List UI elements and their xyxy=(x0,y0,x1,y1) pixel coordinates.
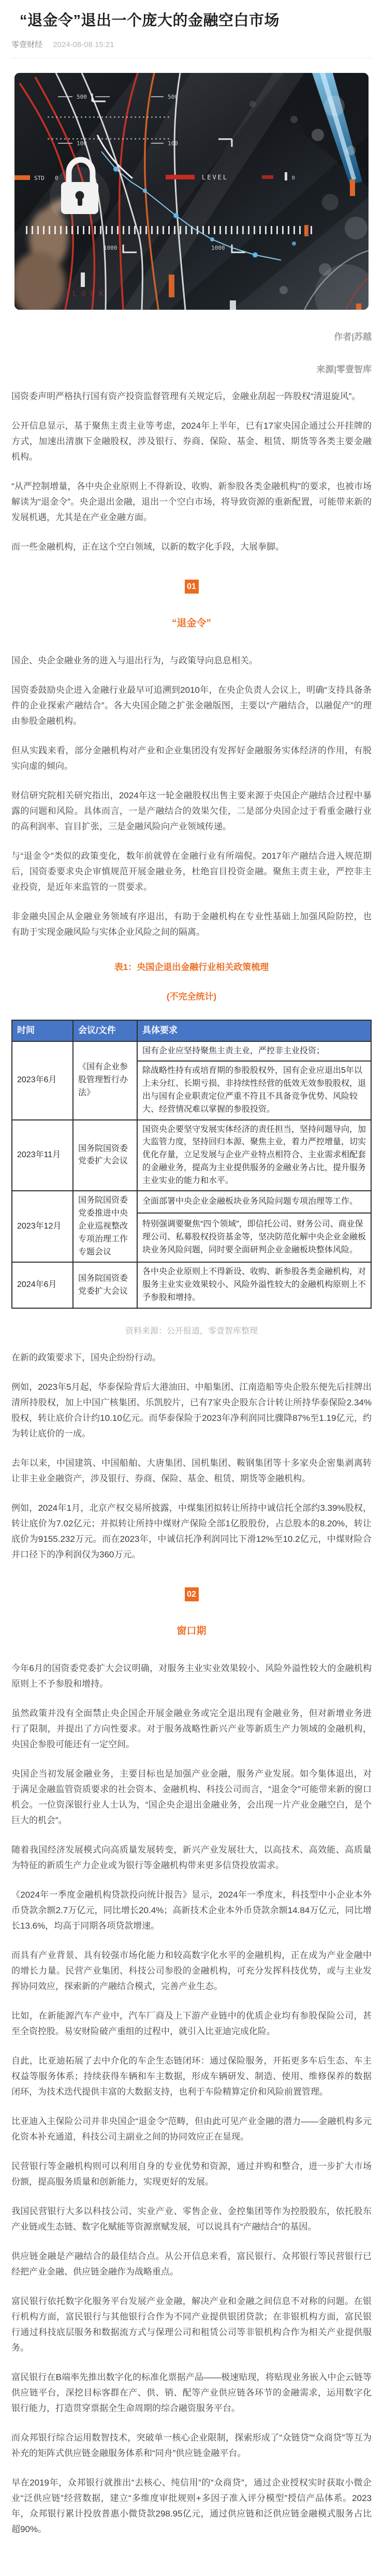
paragraph: 而具有产业背景、具有较强市场化能力和较高数字化水平的金融机构，正在成为产业金融中的增长力量。民营产业集团、科技公司参股的金融机构，可充分发挥科技优势，或与主业发挥协同效应，探索新的产融结合模式，完善产业生态。 xyxy=(11,1950,372,1991)
paragraph: 比亚迪入主保险公司并非央国企“退金令”范畴，但由此可见产业金融的潜力——金融机构多元化资本补充通道，科技公司主副业之间的协同效应正在显现。 xyxy=(11,2116,372,2142)
credits-block xyxy=(11,329,372,375)
table-row xyxy=(12,1041,371,1062)
origin-credit: 来源|零壹智库 xyxy=(316,365,372,375)
hero-image xyxy=(14,73,369,310)
paragraph: 国企、央企金融业务的进入与退出行为，与政策导向息息相关。 xyxy=(11,656,258,666)
table-row xyxy=(12,1191,371,1213)
paragraph: 去年以来，中国建筑、中国船舶、大唐集团、国机集团、鞍钢集团等十多家央企密集剥离转让非主业金融资产，涉及银行、券商、保险、基金、租赁、期货等金融机构。 xyxy=(11,1458,372,1483)
paragraph: 虽然政策并没有全面禁止央企国企开展金融业务或完全退出现有金融业务，但对新增业务进行了限制，并提出了方向性要求。对于服务战略性新兴产业等新质生产力领域的金融机构，央国企参股可能还有一定空间。 xyxy=(11,1708,372,1749)
b-label: B xyxy=(292,175,296,181)
tick-100-label: 100 xyxy=(77,140,87,147)
cell-doc: 《国有企业参股管理暂行办法》 xyxy=(73,1041,137,1120)
table-title: 表1：央国企退出金融行业相关政策梳理 xyxy=(114,962,269,973)
hero-illustration xyxy=(14,73,369,310)
byline-source-link[interactable]: 零壹财经 xyxy=(11,40,43,50)
paragraph: 富民银行在B端率先推出数字化的标准化票据产品——极速贴现，将贴现业务嵌入中企云链等供应链平台，深挖目标客群在产、供、销、配等产业供应链各环节的金融需求，运用数字化银行能力，打造贯穿票据全生命周期的综合融资服务平台。 xyxy=(11,2372,372,2413)
article-header xyxy=(11,10,372,58)
tick-0-label: 0 xyxy=(55,175,58,182)
tick-1000-label: 1000 xyxy=(104,245,117,252)
level-label: LEVEL xyxy=(202,174,229,181)
cell-req: 国有企业应坚持聚焦主责主业，严控非主业投资； xyxy=(137,1041,371,1062)
paragraph: 今年6月的国资委党委扩大会议明确，对服务主业实业效果较小、风险外溢性较大的金融机构原则上不予参股和增持。 xyxy=(11,1663,372,1689)
paragraph: 国资委声明严格执行国有资产投资监督管理有关规定后，金融业刮起一阵股权“清退旋风”。 xyxy=(11,391,361,402)
paragraph: 比如，在新能源汽车产业中，汽车厂商及上下游产业链中的优质企业均有参股保险公司，甚至全资控股。易安财险破产重组的过程中，就引入比亚迪完成化险。 xyxy=(11,2010,372,2036)
byline xyxy=(11,39,372,50)
paragraph: 央国企当初发展金融业务，主要目标也是加强产业金融，服务产业发展。如今集体退出，对于满足金融监管资质要求的社会资本、金融机构、科技公司而言，“退金令”可能带来新的窗口机会。一位资深银行业人士认为，“国企央企退出金融业务，会出现一片产业金融空白，是个巨大的机会”。 xyxy=(11,1768,372,1825)
paragraph: 而一些金融机构，正在这个空白领域，以新的数字化手段，大展拳脚。 xyxy=(11,542,284,552)
paragraph: 自此，比亚迪拓展了去中介化的车企生态链闭环：通过保险服务，开拓更多车后生态、车主权益等服务体系；持续获得车辆和车主数据，形成车辆研发、制造、使用、维修保养的数据闭环，为技术迭代提供丰富的大数据支持，也利于车险精算定价和风险前置管理。 xyxy=(11,2055,372,2097)
table-row xyxy=(12,1120,371,1191)
paragraph: 例如，2024年1月，北京产权交易所披露，中煤集团拟转让所持中诚信托全部约3.39%股权，转让底价为7.02亿元；并拟转让所持中煤财产保险全部1亿股股份，占总股本的8.20%，转让底价为9155.232万元。而在2023年，中诚信托净利润同比下滑12%至10.2亿元，中煤财险合并口径下的净利润仅为360万元。 xyxy=(11,1503,372,1559)
paragraph: 而众邦银行综合运用数智技术，突破单一核心企业限制，探索形成了“众链贷”“众商贷”等互为补充的矩阵式供应链金融服务体系和“同舟”供应链金融平台。 xyxy=(11,2432,372,2458)
cell-req: 特别强调要聚焦“四个领域”，即信托公司、财务公司、商业保理公司、私募股权投资基金等，坚决防范化解中央企业金融板块业务风险问题，同时要全面研判企业金融板块整体风险。 xyxy=(137,1213,371,1263)
tick-500-label: 500 xyxy=(77,94,87,101)
paragraph: 公开信息显示，基于聚焦主责主业等考虑，2024年上半年，已有17家央国企通过公开挂牌的方式，加速出清旗下金融股权，涉及银行、券商、保险、基金、租赁、期货等各类主要金融机构。 xyxy=(11,421,372,462)
paragraph: 富民银行依托数字化服务平台发展产业金融，解决产业和金融之间信息不对称的问题。在银行机构方面，富民银行与其他银行合作为不同产业提供银团贷款；在非银机构方面，富民银行通过科技底层服务和数据流方式与保理公司和租赁公司等非银机构合作为相关产业提供服务。 xyxy=(11,2296,372,2353)
tick-100-label-2: 100 xyxy=(168,140,178,147)
section-01-badge: 01 xyxy=(185,580,199,594)
paragraph: 财信研究院相关研究指出，2024年这一轮金融股权出售主要来源于央国企产融结合过程中暴露的问题和风险。具体而言，一是产融结合的效果欠佳，二是部分央国企过于看重金融行业的高利润率、盲目扩张，三是金融风险向产业领域传递。 xyxy=(11,791,372,832)
paragraph: 供应链金融是产融结合的最佳结合点。从公开信息来看，富民银行、众邦银行等民营银行已经把产业金融、供应链金融作为战略重点。 xyxy=(11,2251,372,2277)
table-row xyxy=(12,1262,371,1308)
paragraph: 《2024年一季度金融机构贷款投向统计报告》显示，2024年一季度末，科技型中小企业本外币贷款余额2.7万亿元，同比增长20.4%；高新技术企业本外币贷款余额14.84万亿元，同比增长13.6%，均高于同期各项贷款增速。 xyxy=(11,1889,372,1931)
cell-doc: 国务院国资委党委扩大会议 xyxy=(73,1262,137,1308)
cell-req: 全面部署中央企业金融板块业务风险问题专项治理等工作。 xyxy=(137,1191,371,1213)
tick-500-label-2: 500 xyxy=(168,94,178,101)
barcode-ruler xyxy=(23,226,313,234)
paragraph: 国资委鼓励央企进入金融行业最早可追溯到2010年，在央企负责人会议上，明确“支持具备条件的企业探索产融结合”。各大央国企随之扩张金融版图，主要以“产融结合，以融促产”的理由参股金融机构。 xyxy=(11,685,372,726)
tick-1000-label-2: 1000 xyxy=(211,245,225,252)
cell-req: 各中央企业原则上不得新设、收购、新参股各类金融机构，对服务主业实业效果较小、风险外溢性较大的金融机构原则上不予参股和增持。 xyxy=(137,1262,371,1308)
paragraph: “从严控制增量，各中央企业原则上不得新设、收购、新参股各类金融机构”的要求，也被市场解读为“退金令”。央企退出金融，退出一个空白市场，将导致资源的重新配置，可能带来新的发展机遇，尤其是在产业金融方面。 xyxy=(11,481,372,523)
article-body xyxy=(11,389,372,2537)
cell-doc: 国务院国资委党委推进中央企业巡视整改专项治理工作专题会议 xyxy=(73,1191,137,1262)
policy-table xyxy=(11,1020,372,1309)
table-subtitle: (不完全统计) xyxy=(166,992,217,1002)
cell-time: 2024年6月 xyxy=(12,1262,73,1308)
lock-glitch-label: LOCK xyxy=(72,289,108,299)
paragraph: 与“退金令”类似的政策变化，数年前就曾在金融行业有所端倪。2017年产融结合进入规范期后，国资委要求央企审慎规范开展金融业务，杜绝盲目投资金融。聚焦主责主业，严控非主业投资，是近年来监管的一贯要求。 xyxy=(11,851,372,892)
table-caption: 资料来源：公开报道，零壹智库整理 xyxy=(125,1326,258,1336)
paragraph: 随着我国经济发展模式向高质量发展转变，新兴产业发展壮大，以高技术、高效能、高质量为特征的新质生产力企业或为银行等金融机构带来更多信贷投放需求。 xyxy=(11,1844,372,1870)
byline-date: 2024-08-08 15:21 xyxy=(53,40,114,50)
section-01-title: “退金令” xyxy=(171,618,211,629)
cell-time: 2023年12月 xyxy=(12,1191,73,1262)
cell-time: 2023年6月 xyxy=(12,1041,73,1120)
section-02-badge: 02 xyxy=(185,1587,199,1601)
std-label: STD xyxy=(34,175,45,182)
paragraph: 但从实践来看，部分金融机构对产业和企业集团没有发挥好金融服务实体经济的作用，有脱实向虚的倾向。 xyxy=(11,746,372,771)
cell-req: 国资央企要坚守发展实体经济的责任担当，坚持问题导向，加大监管力度，坚持回归本源、聚焦主业，着力严控增量，切实优化存量，立足发展与企业产业特点相符合、主业需求相配套的金融业务，提高为主业提供服务的金融业务占比，提升服务主业实业的能力和水平。 xyxy=(137,1120,371,1191)
paragraph: 早在2019年，众邦银行就推出“去核心、纯信用”的“众商贷”，通过企业授权实时获取小微企业“泛供应链”经营数据，建立“多维度审批规则+多因子准入评分模型”授信产品体系。2023年，众邦银行累计投放普惠小微贷款298.95亿元，通过供应链和泛供应链金融模式服务占比超90%。 xyxy=(11,2477,372,2534)
paragraph: 民营银行等金融机构则可以利用自身的专业优势和资源，通过并购和整合，进一步扩大市场份额，提高服务质量和创新能力，实现更好的发展。 xyxy=(11,2161,372,2187)
author-credit: 作者|苏越 xyxy=(334,332,372,342)
table-header-row xyxy=(12,1020,371,1041)
section-02-title: 窗口期 xyxy=(176,1625,207,1636)
paragraph: 非金融央国企从金融业务领域有序退出，有助于金融机构在专业性基础上加强风险防控，也有助于实现金融风险与实体企业风险之间的隔离。 xyxy=(11,912,372,937)
column-header-doc: 会议/文件 xyxy=(73,1020,137,1041)
page-title: “退金令”退出一个庞大的金融空白市场 xyxy=(20,12,280,29)
paragraph: 我国民营银行大多以科技公司、实业产业、零售企业、金控集团等作为控股股东，依托股东产业链或生态链、数字化赋能等资源禀赋发展，可以说具有“产融结合”的基因。 xyxy=(11,2206,372,2232)
column-header-time: 时间 xyxy=(12,1020,73,1041)
paragraph: 在新的政策要求下，国央企纷纷行动。 xyxy=(11,1352,161,1362)
cell-time: 2023年11月 xyxy=(12,1120,73,1191)
column-header-req: 具体要求 xyxy=(137,1020,371,1041)
cell-doc: 国务院国资委党委扩大会议 xyxy=(73,1120,137,1191)
paragraph: 例如，2023年5月起，华泰保险背后大港油田、中船集团、江南造船等央企股东便先后挂牌出清所持股权，加上中国广核集团、乐凯胶片，已有7家央企股东合计转让所持华泰保险2.34%股权，转让底价合计约10.10亿元。而华泰保险于2023年净利润同比骤降87%至1.19亿元，约为转让底价的一成。 xyxy=(11,1382,372,1438)
cell-req: 除战略性持有或培育期的参股股权外，国有企业应退出5年以上未分红、长期亏损、非持续性经营的低效无效参股股权，退出与国有企业职责定位严重不符且不具备竞争优势、风险较大、经营情况难以掌握的参股投资。 xyxy=(137,1061,371,1119)
